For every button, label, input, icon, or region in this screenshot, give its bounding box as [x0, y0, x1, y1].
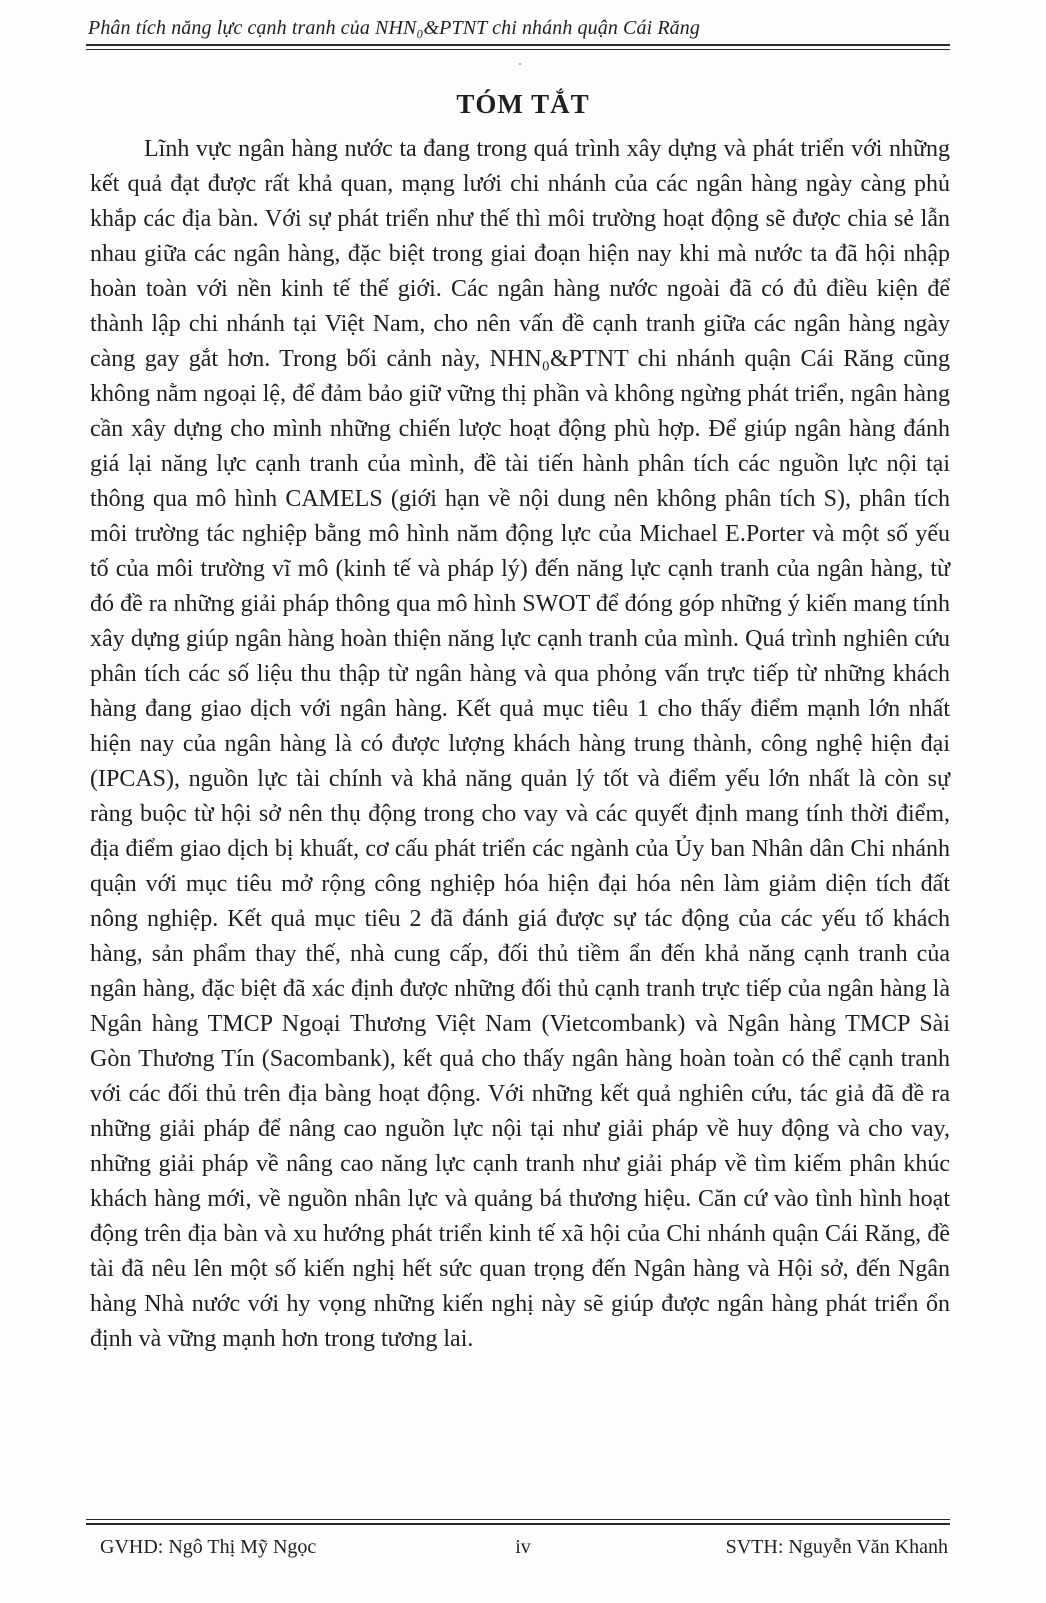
header-rule-thin	[86, 49, 950, 50]
footer-page-number: iv	[515, 1536, 531, 1558]
footer-advisor: GVHD: Ngô Thị Mỹ Ngọc	[100, 1536, 317, 1558]
page-footer	[0, 1530, 1046, 1566]
footer-rule-thick	[86, 1523, 950, 1525]
footer-student: SVTH: Nguyễn Văn Khanh	[725, 1536, 948, 1558]
running-header: Phân tích năng lực cạnh tranh của NHN₀&PTNT chi nhánh quận Cái Răng	[88, 17, 700, 39]
abstract-paragraph: Lĩnh vực ngân hàng nước ta đang trong quá trình xây dựng và phát triển với những kết quả đạt được rất khả quan, mạng lưới chi nhánh của các ngân hàng ngày càng phủ khắp các địa bàn. Với sự phát triển như thế thì môi trường hoạt động sẽ được chia sẻ lẫn nhau giữa các ngân hàng, đặc biệt trong giai đoạn hiện nay khi mà nước ta đã hội nhập hoàn toàn với nền kinh tế thế giới. Các ngân hàng nước ngoài đã có đủ điều kiện để thành lập chi nhánh tại Việt Nam, cho nên vấn đề cạnh tranh giữa các ngân hàng ngày càng gay gắt hơn. Trong bối cảnh này, NHN₀&PTNT chi nhánh quận Cái Răng cũng không nằm ngoại lệ, để đảm bảo giữ vững thị phần và không ngừng phát triển, ngân hàng cần xây dựng cho mình những chiến lược hoạt động phù hợp. Để giúp ngân hàng đánh giá lại năng lực cạnh tranh của mình, đề tài tiến hành phân tích các nguồn lực nội tại thông qua mô hình CAMELS (giới hạn về nội dung nên không phân tích S), phân tích môi trường tác nghiệp bằng mô hình năm động lực của Michael E.Porter và một số yếu tố của môi trường vĩ mô (kinh tế và pháp lý) đến năng lực cạnh tranh của ngân hàng, từ đó đề ra những giải pháp thông qua mô hình SWOT để đóng góp những ý kiến mang tính xây dựng giúp ngân hàng hoàn thiện năng lực cạnh tranh của mình. Quá trình nghiên cứu phân tích các số liệu thu thập từ ngân hàng và qua phỏng vấn trực tiếp từ những khách hàng đang giao dịch với ngân hàng. Kết quả mục tiêu 1 cho thấy điểm mạnh lớn nhất hiện nay của ngân hàng là có được lượng khách hàng trung thành, công nghệ hiện đại (IPCAS), nguồn lực tài chính và khả năng quản lý tốt và điểm yếu lớn nhất là còn sự ràng buộc từ hội sở nên thụ động trong cho vay và các quyết định mang tính thời điểm, địa điểm giao dịch bị khuất, cơ cấu phát triển các ngành của Ủy ban Nhân dân Chi nhánh quận với mục tiêu mở rộng công nghiệp hóa hiện đại hóa nên làm giảm diện tích đất nông nghiệp. Kết quả mục tiêu 2 đã đánh giá được sự tác động của các yếu tố khách hàng, sản phẩm thay thế, nhà cung cấp, đối thủ tiềm ẩn đến khả năng cạnh tranh của ngân hàng, đặc biệt đã xác định được những đối thủ cạnh tranh trực tiếp của ngân hàng là Ngân hàng TMCP Ngoại Thương Việt Nam (Vietcombank) và Ngân hàng TMCP Sài Gòn Thương Tín (Sacombank), kết quả cho thấy ngân hàng hoàn toàn có thể cạnh tranh với các đối thủ trên địa bàng hoạt động. Với những kết quả nghiên cứu, tác giả đã đề ra những giải pháp để nâng cao nguồn lực nội tại như giải pháp về huy động và cho vay, những giải pháp về nâng cao năng lực cạnh tranh như giải pháp về tìm kiếm phân khúc khách hàng mới, về nguồn nhân lực và quảng bá thương hiệu. Căn cứ vào tình hình hoạt động trên địa bàn và xu hướng phát triển kinh tế xã hội của Chi nhánh quận Cái Răng, đề tài đã nêu lên một số kiến nghị hết sức quan trọng đến Ngân hàng và Hội sở, đến Ngân hàng Nhà nước với hy vọng những kiến nghị này sẽ giúp được ngân hàng phát triển ổn định và vững mạnh hơn trong tương lai.	[90, 136, 950, 1352]
section-title: TÓM TẮT	[456, 89, 590, 119]
footer-rule-thin	[86, 1519, 950, 1520]
scan-speck	[519, 63, 521, 65]
header-rule-thick	[86, 44, 950, 46]
